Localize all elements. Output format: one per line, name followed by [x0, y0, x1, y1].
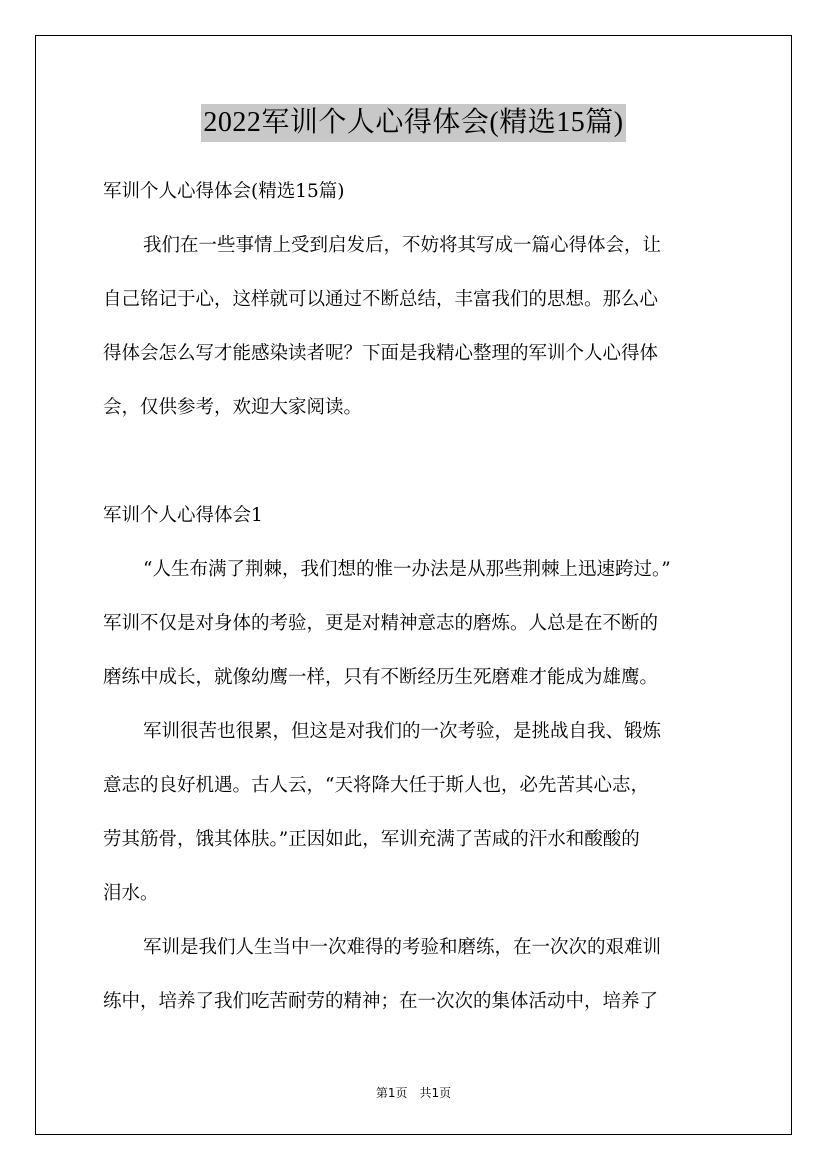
blank-line [103, 435, 730, 489]
para2-line-1: 军训很苦也很累，但这是对我们的一次考验，是挑战自我、锻炼 [143, 721, 662, 742]
para2-line-4: 泪水。 [103, 883, 159, 904]
document-title: 2022军训个人心得体会(精选15篇) [201, 104, 625, 142]
page-number: 第1页 共1页 [375, 1086, 452, 1100]
page-footer [0, 1084, 827, 1101]
para1-line-2: 军训不仅是对身体的考验，更是对精神意志的磨炼。人总是在不断的 [103, 613, 659, 634]
intro-line-4: 会，仅供参考，欢迎大家阅读。 [103, 397, 363, 418]
para2-line-3: 劳其筋骨，饿其体肤。”正因如此，军训充满了苦咸的汗水和酸酸的 [103, 829, 640, 850]
subtitle: 军训个人心得体会(精选15篇) [103, 181, 345, 202]
para1-line-1: “人生布满了荆棘，我们想的惟一办法是从那些荆棘上迅速跨过。” [143, 559, 671, 580]
intro-line-1: 我们在一些事情上受到启发后，不妨将其写成一篇心得体会，让 [143, 235, 662, 256]
section-heading: 军训个人心得体会1 [103, 505, 263, 526]
title-container [0, 104, 827, 142]
intro-line-3: 得体会怎么写才能感染读者呢？下面是我精心整理的军训个人心得体 [103, 343, 659, 364]
para3-line-2: 练中，培养了我们吃苦耐劳的精神；在一次次的集体活动中，培养了 [103, 991, 659, 1012]
document-body [103, 165, 730, 1029]
intro-line-2: 自己铭记于心，这样就可以通过不断总结，丰富我们的思想。那么心 [103, 289, 659, 310]
para1-line-3: 磨练中成长，就像幼鹰一样，只有不断经历生死磨难才能成为雄鹰。 [103, 667, 659, 688]
para2-line-2: 意志的良好机遇。古人云，“天将降大任于斯人也，必先苦其心志， [103, 775, 649, 796]
para3-line-1: 军训是我们人生当中一次难得的考验和磨练，在一次次的艰难训 [143, 937, 662, 958]
